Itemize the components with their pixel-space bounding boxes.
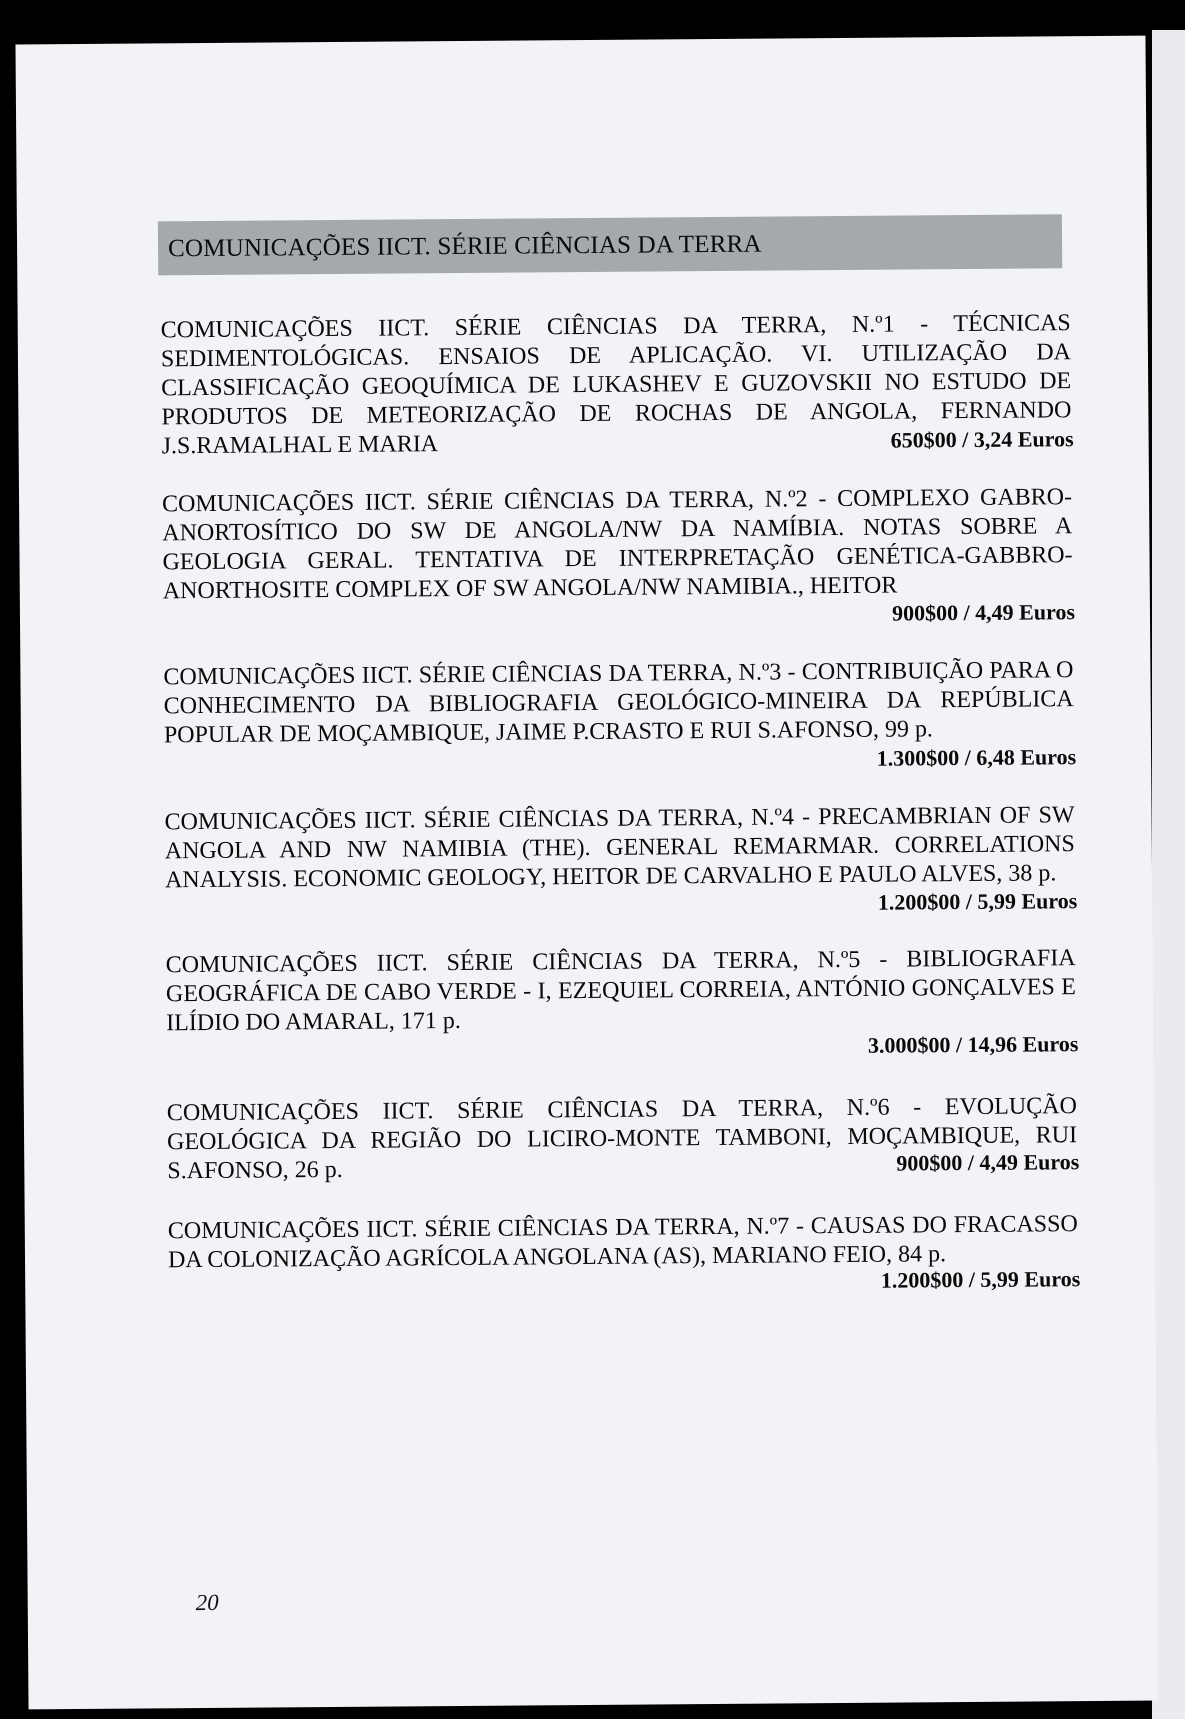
page-number: 20 xyxy=(195,1589,219,1616)
entry-4-price: 1.200$00 / 5,99 Euros xyxy=(877,888,1078,915)
entry-3-price: 1.300$00 / 6,48 Euros xyxy=(876,744,1077,771)
catalog-entry-2: COMUNICAÇÕES IICT. SÉRIE CIÊNCIAS DA TERRA, N.º2 - COMPLEXO GABRO-ANORTOSÍTICO DO SW DE ANGOLA/NW DA NAMÍBIA. NOTAS SOBRE A GEOLOGIA GERAL. TENTATIVA DE INTERPRETAÇÃO GENÉTICA-GABBRO-ANORTHOSITE COMPLEX OF SW ANGOLA/NW NAMIBIA., HEITOR xyxy=(161,484,1073,605)
section-title: COMUNICAÇÕES IICT. SÉRIE CIÊNCIAS DA TERRA xyxy=(167,230,762,263)
catalog-page xyxy=(15,36,1158,1710)
catalog-entry-4: COMUNICAÇÕES IICT. SÉRIE CIÊNCIAS DA TERRA, N.º4 - PRECAMBRIAN OF SW ANGOLA AND NW NAMIBIA (THE). GENERAL REMARMAR. CORRELATIONS ANALYSIS. ECONOMIC GEOLOGY, HEITOR DE CARVALHO E PAULO ALVES, 38 p. xyxy=(164,802,1075,894)
catalog-entry-6: COMUNICAÇÕES IICT. SÉRIE CIÊNCIAS DA TERRA, N.º6 - EVOLUÇÃO GEOLÓGICA DA REGIÃO DO LICIRO-MONTE TAMBONI, MOÇAMBIQUE, RUI S.AFONSO, 26 p. xyxy=(166,1093,1078,1185)
catalog-entry-5: COMUNICAÇÕES IICT. SÉRIE CIÊNCIAS DA TERRA, N.º5 - BIBLIOGRAFIA GEOGRÁFICA DE CABO VERDE - I, EZEQUIEL CORREIA, ANTÓNIO GONÇALVES E ILÍDIO DO AMARAL, 171 p. xyxy=(165,945,1077,1037)
section-header-bar xyxy=(158,214,1062,275)
catalog-entry-3: COMUNICAÇÕES IICT. SÉRIE CIÊNCIAS DA TERRA, N.º3 - CONTRIBUIÇÃO PARA O CONHECIMENTO DA BIBLIOGRAFIA GEOLÓGICO-MINEIRA DA REPÚBLICA POPULAR DE MOÇAMBIQUE, JAIME P.CRASTO E RUI S.AFONSO, 99 p. xyxy=(163,657,1074,749)
adjacent-page-edge xyxy=(1152,30,1185,1719)
entry-5-price: 3.000$00 / 14,96 Euros xyxy=(867,1031,1079,1058)
catalog-entry-7: COMUNICAÇÕES IICT. SÉRIE CIÊNCIAS DA TERRA, N.º7 - CAUSAS DO FRACASSO DA COLONIZAÇÃO AGRÍCOLA ANGOLANA (AS), MARIANO FEIO, 84 p. xyxy=(167,1211,1078,1274)
catalog-entry-1: COMUNICAÇÕES IICT. SÉRIE CIÊNCIAS DA TERRA, N.º1 - TÉCNICAS SEDIMENTOLÓGICAS. ENSAIOS DE APLICAÇÃO. VI. UTILIZAÇÃO DA CLASSIFICAÇÃO GEOQUÍMICA DE LUKASHEV E GUZOVSKII NO ESTUDO DE PRODUTOS DE METEORIZAÇÃO DE ROCHAS DE ANGOLA, FERNANDO J.S.RAMALHAL E MARIA xyxy=(160,310,1072,460)
entry-7-price: 1.200$00 / 5,99 Euros xyxy=(880,1266,1081,1293)
entry-2-price: 900$00 / 4,49 Euros xyxy=(891,599,1076,626)
entry-6-price: 900$00 / 4,49 Euros xyxy=(896,1149,1080,1176)
entry-1-price: 650$00 / 3,24 Euros xyxy=(890,426,1074,453)
